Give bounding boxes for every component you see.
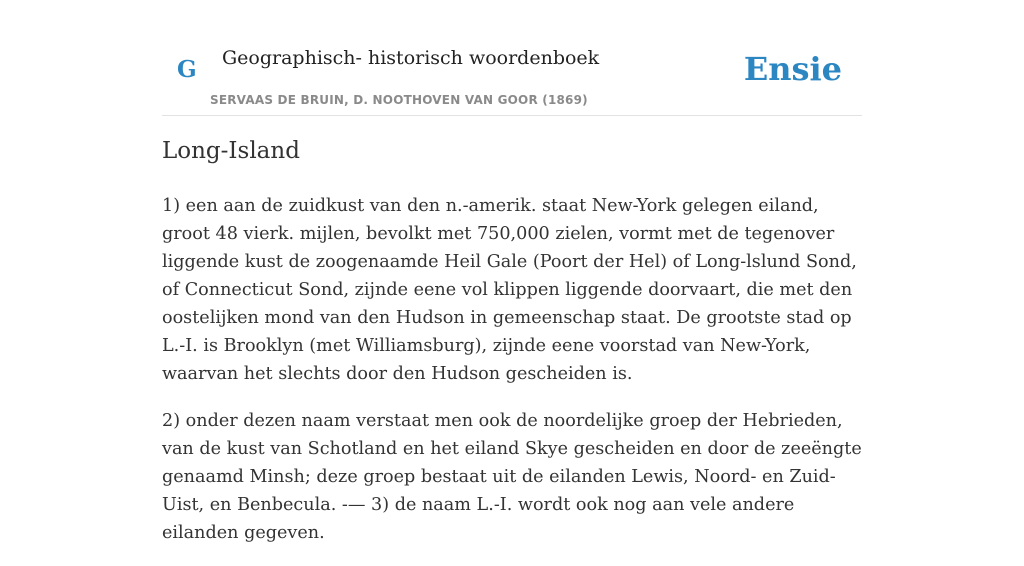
ensie-brand-logo[interactable]: Ensie xyxy=(743,50,842,88)
book-header xyxy=(162,36,862,116)
entry-body xyxy=(162,192,862,566)
entry-title: Long-Island xyxy=(162,138,300,164)
book-title[interactable]: Geographisch- historisch woordenboek xyxy=(222,47,600,69)
book-authors: SERVAAS DE BRUIN, D. NOOTHOVEN VAN GOOR (1869) xyxy=(210,93,588,107)
entry-paragraph: 2) onder dezen naam verstaat men ook de noordelijke groep der Hebrieden, van de kust van Schotland en het eiland Skye gescheiden en door de zeeëngte genaamd Minsh; deze groep bestaat uit de eilanden Lewis, Noord- en Zuid-Uist, en Benbecula. -— 3) de naam L.-I. wordt ook nog aan vele andere eilanden gegeven. xyxy=(162,411,862,543)
entry-paragraph: 1) een aan de zuidkust van den n.-amerik. staat New-York gelegen eiland, groot 48 vierk. mijlen, bevolkt met 750,000 zielen, vormt met de tegenover liggende kust de zoogenaamde Heil Gale (Poort der Hel) of Long-lslund Sond, of Connecticut Sond, zijnde eene vol klippen liggende doorvaart, die met den oostelijken mond van den Hudson in gemeenschap staat. De grootste stad op L.-I. is Brooklyn (met Williamsburg), zijnde eene voorstad van New-York, waarvan het slechts door den Hudson gescheiden is. xyxy=(162,196,857,384)
book-initial-logo[interactable]: G xyxy=(177,56,197,83)
